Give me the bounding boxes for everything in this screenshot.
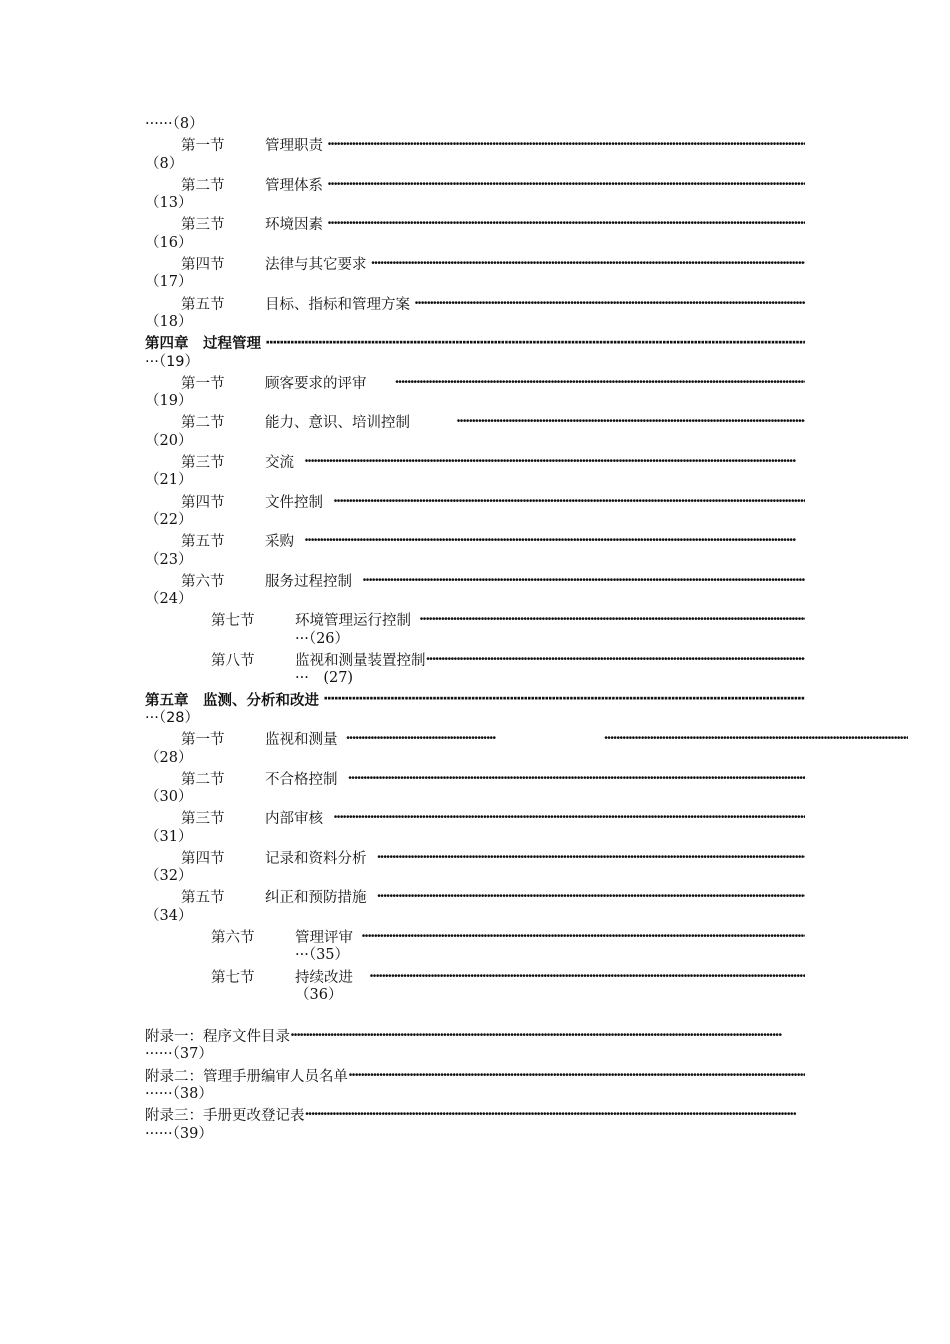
toc-chapter-4[interactable] (145, 333, 805, 373)
section-page: （36） (295, 987, 343, 1004)
section-page: （17） (145, 274, 193, 291)
leader-dots (377, 888, 806, 905)
section-title: 纠正和预防措施 (265, 890, 367, 907)
toc-entry[interactable] (145, 452, 805, 492)
leader-dots (361, 928, 805, 945)
leader-dots (333, 493, 805, 510)
section-number: 第八节 (211, 652, 255, 669)
toc-entry[interactable] (145, 768, 805, 808)
section-number: 第七节 (211, 969, 255, 986)
section-title: 文件控制 (265, 494, 323, 511)
toc-entry[interactable] (145, 135, 805, 175)
toc-entry[interactable] (145, 966, 805, 1006)
section-number: 第四节 (181, 494, 225, 511)
section-title: 服务过程控制 (265, 573, 352, 590)
toc-entry[interactable] (145, 174, 805, 214)
section-page: （21） (145, 472, 193, 489)
chapter-title: 第五章 监测、分析和改进 (145, 692, 319, 709)
section-title: 目标、指标和管理方案 (265, 296, 410, 313)
section-title: 监视和测量 (265, 732, 338, 749)
section-title: 交流 (265, 454, 294, 471)
toc-entry[interactable] (145, 847, 805, 887)
toc-entry[interactable] (145, 254, 805, 294)
section-page: ···（26） (295, 630, 350, 647)
appendix-page: ······（37） (145, 1046, 213, 1063)
section-page: （18） (145, 313, 193, 330)
toc-entry[interactable] (145, 650, 805, 690)
leader-dots (323, 691, 805, 707)
toc-page-ref: ······（8） (145, 116, 204, 132)
section-page: （24） (145, 591, 193, 608)
toc-entry[interactable] (145, 491, 805, 531)
section-page: （34） (145, 907, 193, 924)
leader-dots (426, 651, 806, 668)
appendix-title: 附录二：管理手册编审人员名单 (145, 1068, 348, 1085)
leader-dots (290, 1027, 805, 1044)
leader-dots (304, 532, 805, 549)
section-number: 第三节 (181, 217, 225, 234)
appendix-page: ······（39） (145, 1125, 213, 1142)
leader-dots (333, 809, 805, 826)
leader-dots (327, 215, 805, 232)
chapter-page: ···（19） (145, 353, 200, 370)
section-page: （20） (145, 432, 193, 449)
section-number: 第六节 (181, 573, 225, 590)
toc-entry[interactable] (145, 412, 805, 452)
section-title: 采购 (265, 534, 294, 551)
section-number: 第二节 (181, 771, 225, 788)
section-title: 法律与其它要求 (265, 256, 367, 273)
toc-entry[interactable] (145, 887, 805, 927)
section-title: 管理评审 (295, 930, 353, 947)
toc-entry[interactable] (145, 531, 805, 571)
leader-dots (362, 572, 805, 589)
spacer (145, 1006, 805, 1026)
section-title: 内部审核 (265, 811, 323, 828)
toc-entry[interactable] (145, 293, 805, 333)
section-title: 顾客要求的评审 (265, 375, 367, 392)
toc-entry[interactable] (145, 570, 805, 610)
toc-entry[interactable] (145, 610, 805, 650)
section-page: （31） (145, 828, 193, 845)
section-page: （30） (145, 789, 193, 806)
section-number: 第七节 (211, 613, 255, 630)
table-of-contents (145, 115, 805, 1144)
leader-dots (348, 1067, 805, 1084)
leader-dots (346, 730, 909, 747)
appendix-title: 附录三：手册更改登记表 (145, 1108, 305, 1125)
section-page: （13） (145, 195, 193, 212)
section-page: （22） (145, 511, 193, 528)
section-title: 管理职责 (265, 138, 323, 155)
leader-dots (369, 968, 805, 985)
section-page: ···（35） (295, 947, 350, 964)
section-page: （8） (145, 155, 184, 172)
section-title: 监视和测量装置控制 (295, 652, 426, 669)
leader-dots (327, 136, 805, 153)
section-page: （28） (145, 749, 193, 766)
section-number: 第一节 (181, 138, 225, 155)
section-number: 第一节 (181, 732, 225, 749)
leader-dots (348, 770, 806, 787)
section-number: 第五节 (181, 534, 225, 551)
section-number: 第五节 (181, 890, 225, 907)
section-number: 第二节 (181, 177, 225, 194)
leader-dots (419, 611, 805, 628)
toc-entry[interactable] (145, 729, 805, 769)
section-title: 持续改进 (295, 969, 353, 986)
leader-dots (377, 849, 806, 866)
leader-dots (305, 1106, 806, 1123)
leader-dots (371, 255, 806, 272)
leader-dots (265, 335, 805, 351)
toc-appendix[interactable] (145, 1026, 805, 1066)
section-title: 环境因素 (265, 217, 323, 234)
appendix-page: ······（38） (145, 1086, 213, 1103)
chapter-page: ···（28） (145, 709, 200, 726)
toc-appendix[interactable] (145, 1065, 805, 1105)
appendix-title: 附录一：程序文件目录 (145, 1029, 290, 1046)
leader-dots (414, 295, 805, 312)
section-number: 第四节 (181, 256, 225, 273)
toc-appendix[interactable] (145, 1105, 805, 1145)
toc-entry[interactable] (145, 372, 805, 412)
section-title: 记录和资料分析 (265, 850, 367, 867)
section-number: 第一节 (181, 375, 225, 392)
section-page: （16） (145, 234, 193, 251)
section-number: 第四节 (181, 850, 225, 867)
section-number: 第六节 (211, 930, 255, 947)
chapter-title: 第四章 过程管理 (145, 336, 261, 353)
leader-dots (395, 374, 806, 391)
toc-chapter-5[interactable] (145, 689, 805, 729)
section-page: ··· (27) (295, 670, 354, 687)
toc-entry[interactable] (145, 214, 805, 254)
section-number: 第二节 (181, 415, 225, 432)
section-title: 环境管理运行控制 (295, 613, 411, 630)
section-number: 第三节 (181, 454, 225, 471)
section-page: （23） (145, 551, 193, 568)
toc-entry[interactable] (145, 927, 805, 967)
section-page: （19） (145, 393, 193, 410)
leader-dots (304, 453, 805, 470)
section-title: 管理体系 (265, 177, 323, 194)
section-page: （32） (145, 868, 193, 885)
leader-dots (456, 413, 805, 430)
section-title: 能力、意识、培训控制 (265, 415, 410, 432)
section-number: 第五节 (181, 296, 225, 313)
section-title: 不合格控制 (265, 771, 338, 788)
toc-entry[interactable] (145, 808, 805, 848)
leader-dots (327, 176, 805, 193)
section-number: 第三节 (181, 811, 225, 828)
